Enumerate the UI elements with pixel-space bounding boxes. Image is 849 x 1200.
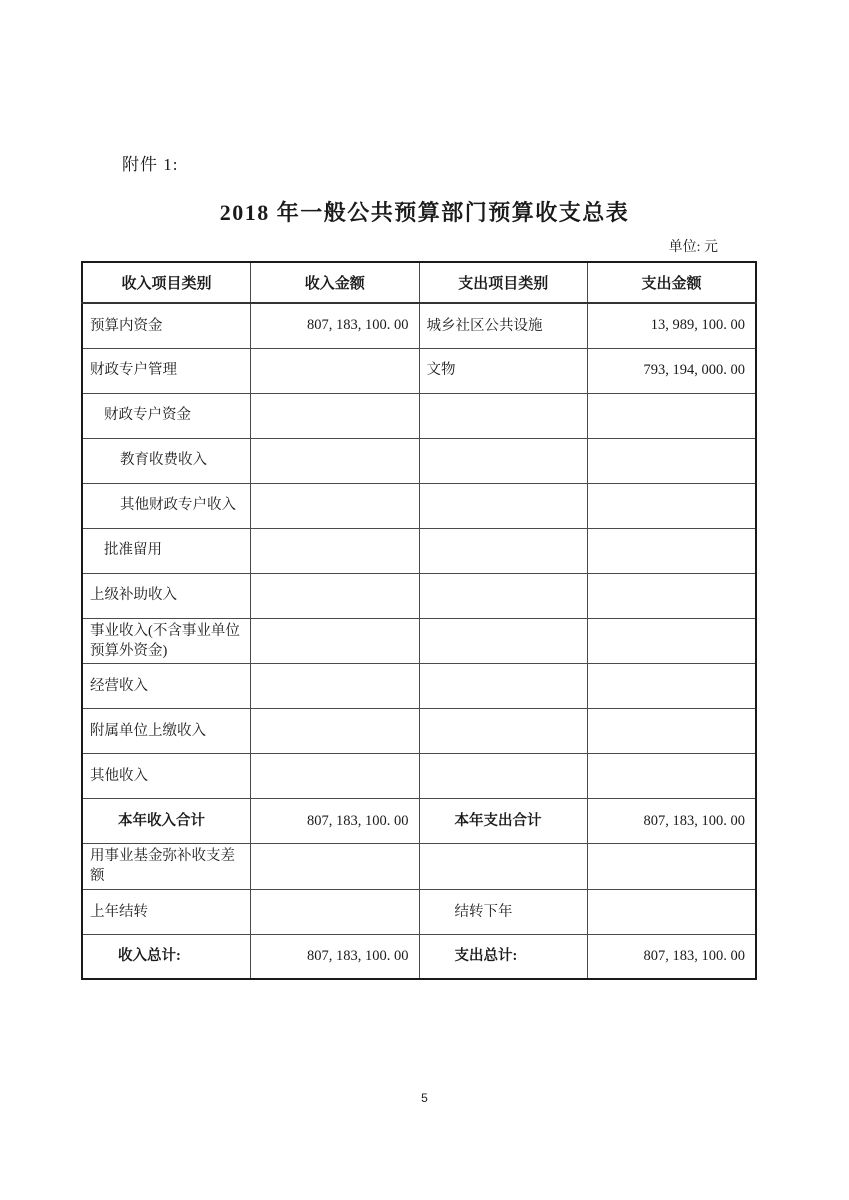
expense-category-cell	[419, 438, 588, 483]
expense-category-cell	[419, 573, 588, 618]
table-row	[82, 573, 756, 618]
expense-category-cell	[419, 483, 588, 528]
income-amount-cell	[251, 393, 420, 438]
table-row-income-subtotal	[82, 799, 756, 844]
income-category-cell: 其他财政专户收入	[82, 483, 251, 528]
expense-category-cell	[419, 664, 588, 709]
expense-amount-cell	[588, 393, 757, 438]
page-title: 2018 年一般公共预算部门预算收支总表	[219, 200, 630, 225]
table-row	[82, 303, 756, 348]
income-amount-cell	[251, 618, 420, 664]
expense-category-cell	[419, 393, 588, 438]
income-category-cell: 用事业基金弥补收支差额	[82, 844, 251, 890]
income-category-cell: 经营收入	[82, 664, 251, 709]
income-category-cell: 预算内资金	[82, 303, 251, 348]
table-row	[82, 483, 756, 528]
expense-amount-cell	[588, 573, 757, 618]
income-category-cell: 财政专户管理	[82, 348, 251, 393]
income-amount-cell	[251, 438, 420, 483]
table-row-grand-total	[82, 934, 756, 979]
income-category-cell: 批准留用	[82, 528, 251, 573]
table-row	[82, 618, 756, 664]
expense-category-cell: 支出总计:	[419, 934, 588, 979]
income-amount-cell	[251, 528, 420, 573]
income-category-cell: 其他收入	[82, 754, 251, 799]
expense-amount-cell: 793, 194, 000. 00	[588, 348, 757, 393]
expense-amount-cell	[588, 709, 757, 754]
expense-amount-cell: 807, 183, 100. 00	[588, 934, 757, 979]
income-category-cell: 上级补助收入	[82, 573, 251, 618]
income-category-cell: 上年结转	[82, 889, 251, 934]
table-row	[82, 528, 756, 573]
header-income-amount: 收入金额	[251, 262, 420, 303]
income-category-cell: 本年收入合计	[82, 799, 251, 844]
header-expense-category: 支出项目类别	[419, 262, 588, 303]
income-amount-cell	[251, 664, 420, 709]
expense-category-cell	[419, 618, 588, 664]
table-row	[82, 754, 756, 799]
page-number: 5	[421, 1091, 428, 1105]
expense-category-cell	[419, 709, 588, 754]
expense-category-cell: 文物	[419, 348, 588, 393]
expense-amount-cell: 807, 183, 100. 00	[588, 799, 757, 844]
income-amount-cell	[251, 348, 420, 393]
budget-summary-table	[81, 261, 757, 980]
expense-amount-cell	[588, 844, 757, 890]
unit-note: 单位: 元	[668, 240, 718, 255]
table-row	[82, 844, 756, 890]
expense-category-cell	[419, 754, 588, 799]
expense-amount-cell: 13, 989, 100. 00	[588, 303, 757, 348]
income-category-cell: 收入总计:	[82, 934, 251, 979]
attachment-label: 附件 1:	[122, 155, 179, 174]
expense-category-cell	[419, 528, 588, 573]
expense-category-cell: 本年支出合计	[419, 799, 588, 844]
table-row	[82, 393, 756, 438]
expense-amount-cell	[588, 754, 757, 799]
income-amount-cell	[251, 889, 420, 934]
income-amount-cell: 807, 183, 100. 00	[251, 934, 420, 979]
income-amount-cell	[251, 573, 420, 618]
expense-amount-cell	[588, 889, 757, 934]
table-header-row	[82, 262, 756, 303]
expense-category-cell: 城乡社区公共设施	[419, 303, 588, 348]
header-income-category: 收入项目类别	[82, 262, 251, 303]
income-category-cell: 附属单位上缴收入	[82, 709, 251, 754]
expense-amount-cell	[588, 483, 757, 528]
expense-category-cell: 结转下年	[419, 889, 588, 934]
income-amount-cell: 807, 183, 100. 00	[251, 303, 420, 348]
expense-amount-cell	[588, 618, 757, 664]
income-category-cell: 教育收费收入	[82, 438, 251, 483]
expense-amount-cell	[588, 438, 757, 483]
income-amount-cell	[251, 754, 420, 799]
income-amount-cell: 807, 183, 100. 00	[251, 799, 420, 844]
income-amount-cell	[251, 483, 420, 528]
income-category-cell: 财政专户资金	[82, 393, 251, 438]
header-expense-amount: 支出金额	[588, 262, 757, 303]
table-row	[82, 709, 756, 754]
table-row	[82, 664, 756, 709]
expense-amount-cell	[588, 528, 757, 573]
income-category-cell: 事业收入(不含事业单位预算外资金)	[82, 618, 251, 664]
expense-category-cell	[419, 844, 588, 890]
income-amount-cell	[251, 844, 420, 890]
table-row	[82, 889, 756, 934]
income-amount-cell	[251, 709, 420, 754]
table-row	[82, 438, 756, 483]
expense-amount-cell	[588, 664, 757, 709]
table-row	[82, 348, 756, 393]
